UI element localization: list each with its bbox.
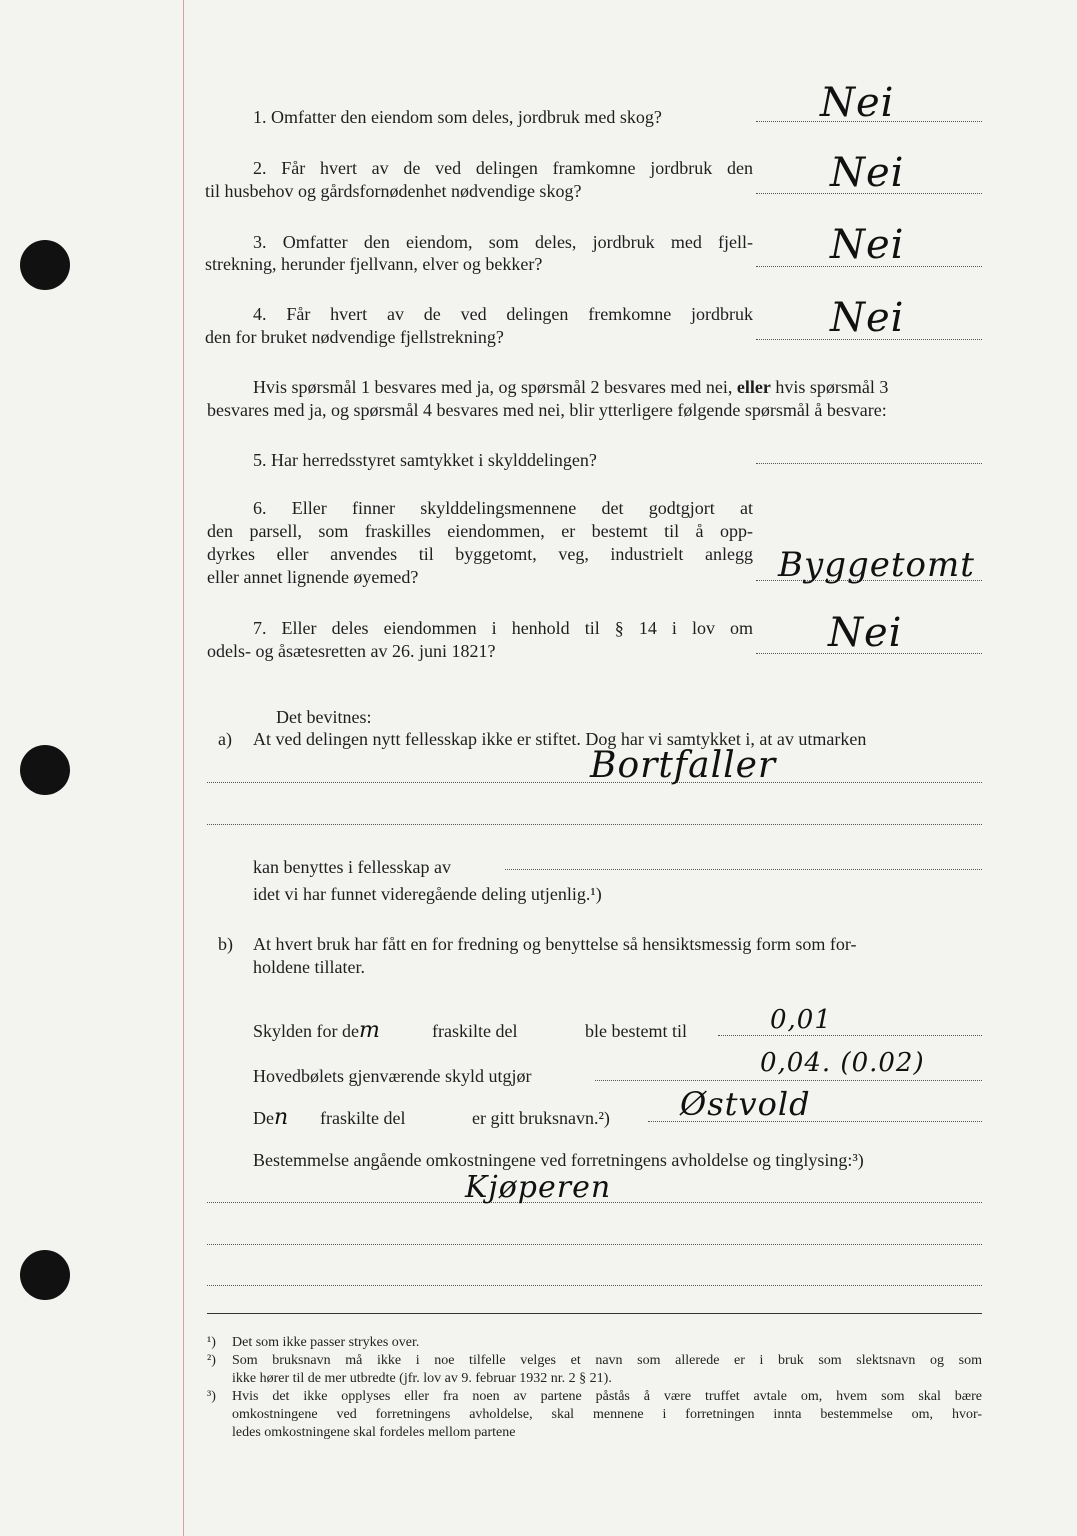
attest-b-line1: At hvert bruk har fått en for fredning og benyttelse så hensiktsmessig form som for- (253, 934, 857, 954)
answer-line (756, 463, 982, 464)
question-4-line1: 4. Får hvert av de ved delingen fremkomne jordbruk (253, 304, 753, 324)
omkostning-label: Bestemmelse angående omkostningene ved forretningens avholdelse og tinglysing:³) (253, 1150, 864, 1170)
question-5-text: 5. Har herredsstyret samtykket i skylddelingen? (253, 450, 597, 470)
punch-hole (20, 1250, 70, 1300)
punch-hole (20, 745, 70, 795)
question-7-answer: Nei (828, 610, 903, 656)
question-6-line2: den parsell, som fraskilles eiendommen, er bestemt til å opp- (207, 521, 753, 541)
punch-hole (20, 240, 70, 290)
question-6-answer: Byggetomt (778, 545, 975, 585)
attest-heading: Det bevitnes: (276, 707, 372, 727)
bruksnavn-hand-suffix: n (274, 1105, 289, 1130)
skyld-hand-suffix: m (358, 1018, 380, 1043)
fill-line (595, 1080, 982, 1081)
bruksnavn-label-c: er gitt bruksnavn.²) (472, 1108, 610, 1128)
question-7-line2: odels- og åsætesretten av 26. juni 1821? (207, 641, 496, 661)
shared-label: kan benyttes i fellesskap av (253, 857, 451, 877)
bruksnavn-label-a: Den (253, 1105, 289, 1130)
footnote-3-line2: omkostningene ved forretningens avholdelse, skal mennene i forretningen innta bestemmelse om, hvor- (232, 1407, 982, 1422)
hovedbol-label: Hovedbølets gjenværende skyld utgjør (253, 1066, 532, 1086)
footnote-3-line1: Hvis det ikke opplyses eller fra noen av partene påstås å være truffet avtale om, hvem som skal bære (232, 1389, 982, 1404)
attest-a-marker: a) (218, 729, 232, 749)
bruksnavn-value: Østvold (680, 1085, 811, 1123)
attest-a-handwritten: Bortfaller (590, 745, 777, 786)
fill-line (207, 1244, 982, 1245)
footnote-separator (207, 1313, 982, 1314)
conditional-line1: Hvis spørsmål 1 besvares med ja, og spørsmål 2 besvares med nei, eller hvis spørsmål 3 (253, 377, 889, 397)
bruksnavn-label-b: fraskilte del (320, 1108, 406, 1128)
question-6-line4: eller annet lignende øyemed? (207, 567, 419, 587)
question-1-text: 1. Omfatter den eiendom som deles, jordbruk med skog? (253, 107, 662, 127)
question-3-line1: 3. Omfatter den eiendom, som deles, jordbruk med fjell- (253, 232, 753, 252)
question-4-answer: Nei (830, 295, 905, 341)
question-2-line2: til husbehov og gårdsfornødenhet nødvendige skog? (205, 181, 582, 201)
skyld-label-a: Skylden for dem (253, 1018, 380, 1043)
footnote-3-marker: ³) (207, 1389, 216, 1404)
conditional-line2: besvares med ja, og spørsmål 4 besvares med nei, blir ytterligere følgende spørsmål å besvare: (207, 400, 887, 420)
skyld-label-b: fraskilte del (432, 1021, 518, 1041)
question-3-answer: Nei (830, 222, 905, 268)
footnote-3-line3: ledes omkostningene skal fordeles mellom partene (232, 1425, 516, 1440)
question-2-line1: 2. Får hvert av de ved delingen framkomne jordbruk den (253, 158, 753, 178)
question-6-line3: dyrkes eller anvendes til byggetomt, veg, industrielt anlegg (207, 544, 753, 564)
fill-line (207, 824, 982, 825)
hovedbol-value: 0,04. (0.02) (760, 1048, 925, 1078)
footnote-2-marker: ²) (207, 1353, 216, 1368)
footnote-1-marker: ¹) (207, 1335, 216, 1350)
footnote-2-line1: Som bruksnavn må ikke i noe tilfelle velges et navn som allerede er i bruk som slektsnavn og som (232, 1353, 982, 1368)
footnote-2-line2: ikke hører til de mer utbredte (jfr. lov av 9. februar 1932 nr. 2 § 21). (232, 1371, 612, 1386)
skyld-value: 0,01 (770, 1005, 832, 1035)
omkostning-value: Kjøperen (465, 1170, 612, 1205)
attest-a-text: At ved delingen nytt fellesskap ikke er stiftet. Dog har vi samtykket i, at av utmarken (253, 729, 867, 749)
attest-b-marker: b) (218, 934, 233, 954)
fill-line (207, 1285, 982, 1286)
question-2-answer: Nei (830, 150, 905, 196)
question-6-line1: 6. Eller finner skylddelingsmennene det godtgjort at (253, 498, 753, 518)
footnote-1-text: Det som ikke passer strykes over. (232, 1335, 420, 1350)
fill-line (718, 1035, 982, 1036)
attest-b-line2: holdene tillater. (253, 957, 365, 977)
margin-rule (183, 0, 184, 1536)
reason-text: idet vi har funnet videregående deling utjenlig.¹) (253, 884, 602, 904)
question-7-line1: 7. Eller deles eiendommen i henhold til § 14 i lov om (253, 618, 753, 638)
skyld-label-c: ble bestemt til (585, 1021, 687, 1041)
question-4-line2: den for bruket nødvendige fjellstrekning? (205, 327, 504, 347)
question-3-line2: strekning, herunder fjellvann, elver og bekker? (205, 254, 543, 274)
fill-line (505, 869, 982, 870)
question-1-answer: Nei (820, 80, 895, 126)
